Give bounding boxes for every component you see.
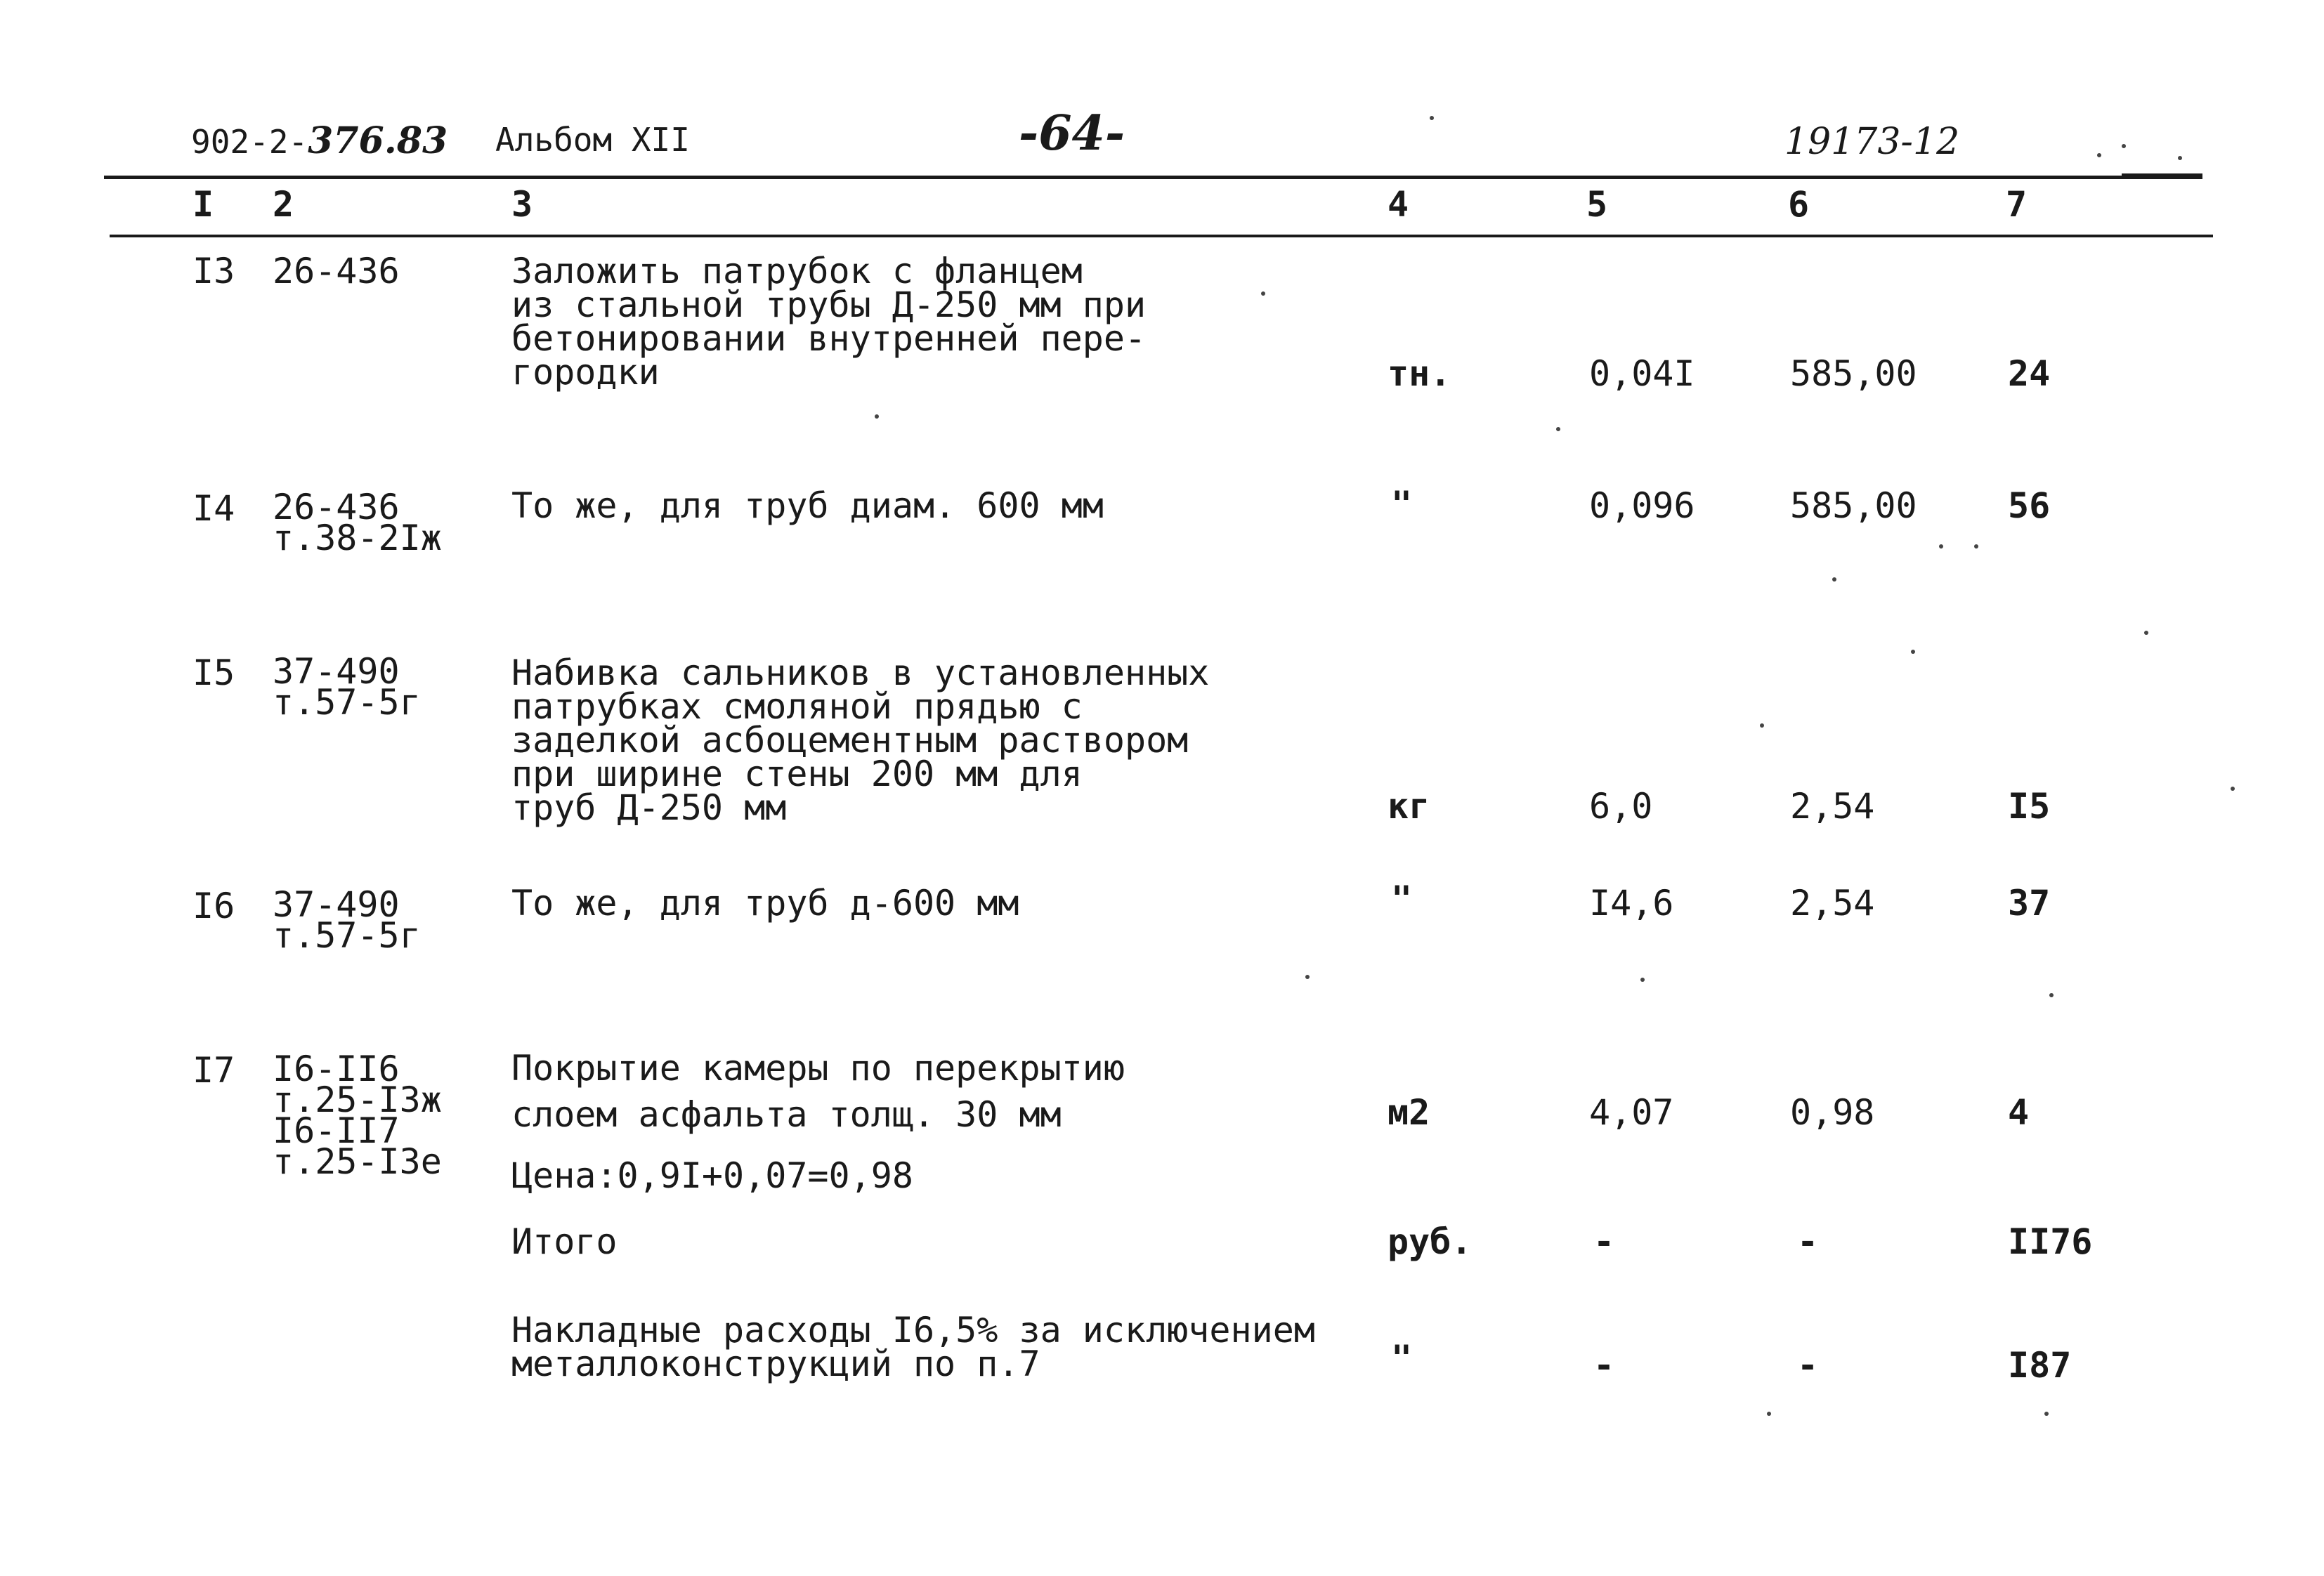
- unit: ": [1391, 879, 1413, 919]
- work-description: Заложить патрубок с фланцем из стальной трубы Д-250 мм при бетонировании внутренней пере- городки: [511, 251, 1147, 393]
- row-number: I3: [192, 251, 235, 291]
- column-2-header: 2: [273, 184, 294, 225]
- scan-speck: [1939, 544, 1943, 549]
- norm-code: 26-436: [273, 251, 400, 291]
- scan-speck: [2044, 1412, 2049, 1416]
- column-6-header: 6: [1788, 184, 1810, 225]
- work-description: Покрытие камеры по перекрытию слоем асфальта толщ. 30 мм: [511, 1048, 1125, 1135]
- unit: тн.: [1388, 353, 1451, 394]
- row-number: I4: [192, 488, 235, 529]
- scan-speck: [1261, 291, 1265, 296]
- unit-price: 585,00: [1790, 485, 1917, 526]
- price-calculation-note: Цена:0,9I+0,07=0,98: [511, 1155, 913, 1196]
- scan-speck: [1911, 650, 1915, 654]
- unit: кг: [1388, 786, 1430, 827]
- column-1-header: I: [192, 184, 214, 225]
- total-cost: 37: [2008, 883, 2051, 924]
- header-bottom-rule: [110, 235, 2213, 237]
- overhead-quantity: -: [1593, 1345, 1615, 1386]
- sheet-code: 19173-12: [1784, 121, 1960, 163]
- norm-code: 37-490 т.57-5г: [273, 651, 421, 723]
- subtotal-unit: руб.: [1388, 1221, 1473, 1262]
- total-cost: I5: [2008, 786, 2051, 827]
- scan-speck: [875, 414, 879, 419]
- scan-speck: [1430, 116, 1434, 120]
- total-cost: 56: [2008, 485, 2051, 526]
- overhead-price: -: [1797, 1345, 1819, 1386]
- scan-speck: [1760, 723, 1764, 728]
- scan-speck: [1767, 1412, 1771, 1416]
- scan-speck: [2178, 156, 2182, 160]
- subtotal-price: -: [1797, 1221, 1819, 1262]
- work-description: Набивка сальников в установленных патрубках смоляной прядью с заделкой асбоцементным раствором при ширине стены 200 мм для труб Д-250 мм: [511, 652, 1210, 828]
- overhead-unit: ": [1391, 1338, 1413, 1379]
- column-5-header: 5: [1586, 184, 1608, 225]
- scan-speck: [1640, 978, 1645, 982]
- scan-speck: [1556, 427, 1560, 431]
- scan-speck: [1832, 577, 1836, 582]
- subtotal-quantity: -: [1593, 1221, 1615, 1262]
- scan-speck: [1305, 975, 1310, 979]
- header-top-rule-heavy: [2122, 173, 2202, 178]
- total-cost: 24: [2008, 353, 2051, 394]
- norm-code: 37-490 т.57-5г: [273, 884, 421, 956]
- quantity: 0,096: [1589, 485, 1695, 526]
- column-3-header: 3: [511, 184, 533, 225]
- overhead-description: Накладные расходы I6,5% за исключением металлоконструкций по п.7: [511, 1310, 1315, 1384]
- scan-speck: [2144, 631, 2148, 635]
- scan-speck: [2122, 144, 2126, 148]
- column-7-header: 7: [2006, 184, 2028, 225]
- row-number: I5: [192, 652, 235, 693]
- unit-price: 2,54: [1790, 883, 1875, 924]
- unit: ": [1391, 484, 1413, 525]
- row-number: I6: [192, 886, 235, 926]
- document-code: 902-2-376.83: [191, 119, 448, 162]
- work-description: То же, для труб д-600 мм: [511, 883, 1019, 924]
- overhead-total: I87: [2008, 1345, 2072, 1386]
- header-top-rule: [104, 176, 2202, 179]
- subtotal-total: II76: [2008, 1221, 2093, 1262]
- unit-price: 2,54: [1790, 786, 1875, 827]
- quantity: 0,04I: [1589, 353, 1695, 394]
- total-cost: 4: [2008, 1092, 2030, 1133]
- scan-speck: [2049, 993, 2054, 997]
- quantity: 4,07: [1589, 1092, 1674, 1133]
- scan-speck: [1974, 544, 1978, 549]
- unit-price: 585,00: [1790, 353, 1917, 394]
- column-4-header: 4: [1388, 184, 1409, 225]
- norm-code: 26-436 т.38-2Iж: [273, 487, 442, 558]
- subtotal-label: Итого: [511, 1221, 618, 1262]
- work-description: То же, для труб диам. 600 мм: [511, 485, 1104, 526]
- norm-code: I6-II6 т.25-I3ж I6-II7 т.25-I3е: [273, 1049, 442, 1182]
- unit-price: 0,98: [1790, 1092, 1875, 1133]
- scan-speck: [2231, 787, 2235, 791]
- unit: м2: [1388, 1092, 1430, 1133]
- page-number: -64-: [1019, 105, 1125, 162]
- album-label: Альбом XII: [495, 121, 690, 159]
- row-number: I7: [192, 1050, 235, 1091]
- quantity: I4,6: [1589, 883, 1674, 924]
- quantity: 6,0: [1589, 786, 1653, 827]
- scan-speck: [2097, 153, 2101, 157]
